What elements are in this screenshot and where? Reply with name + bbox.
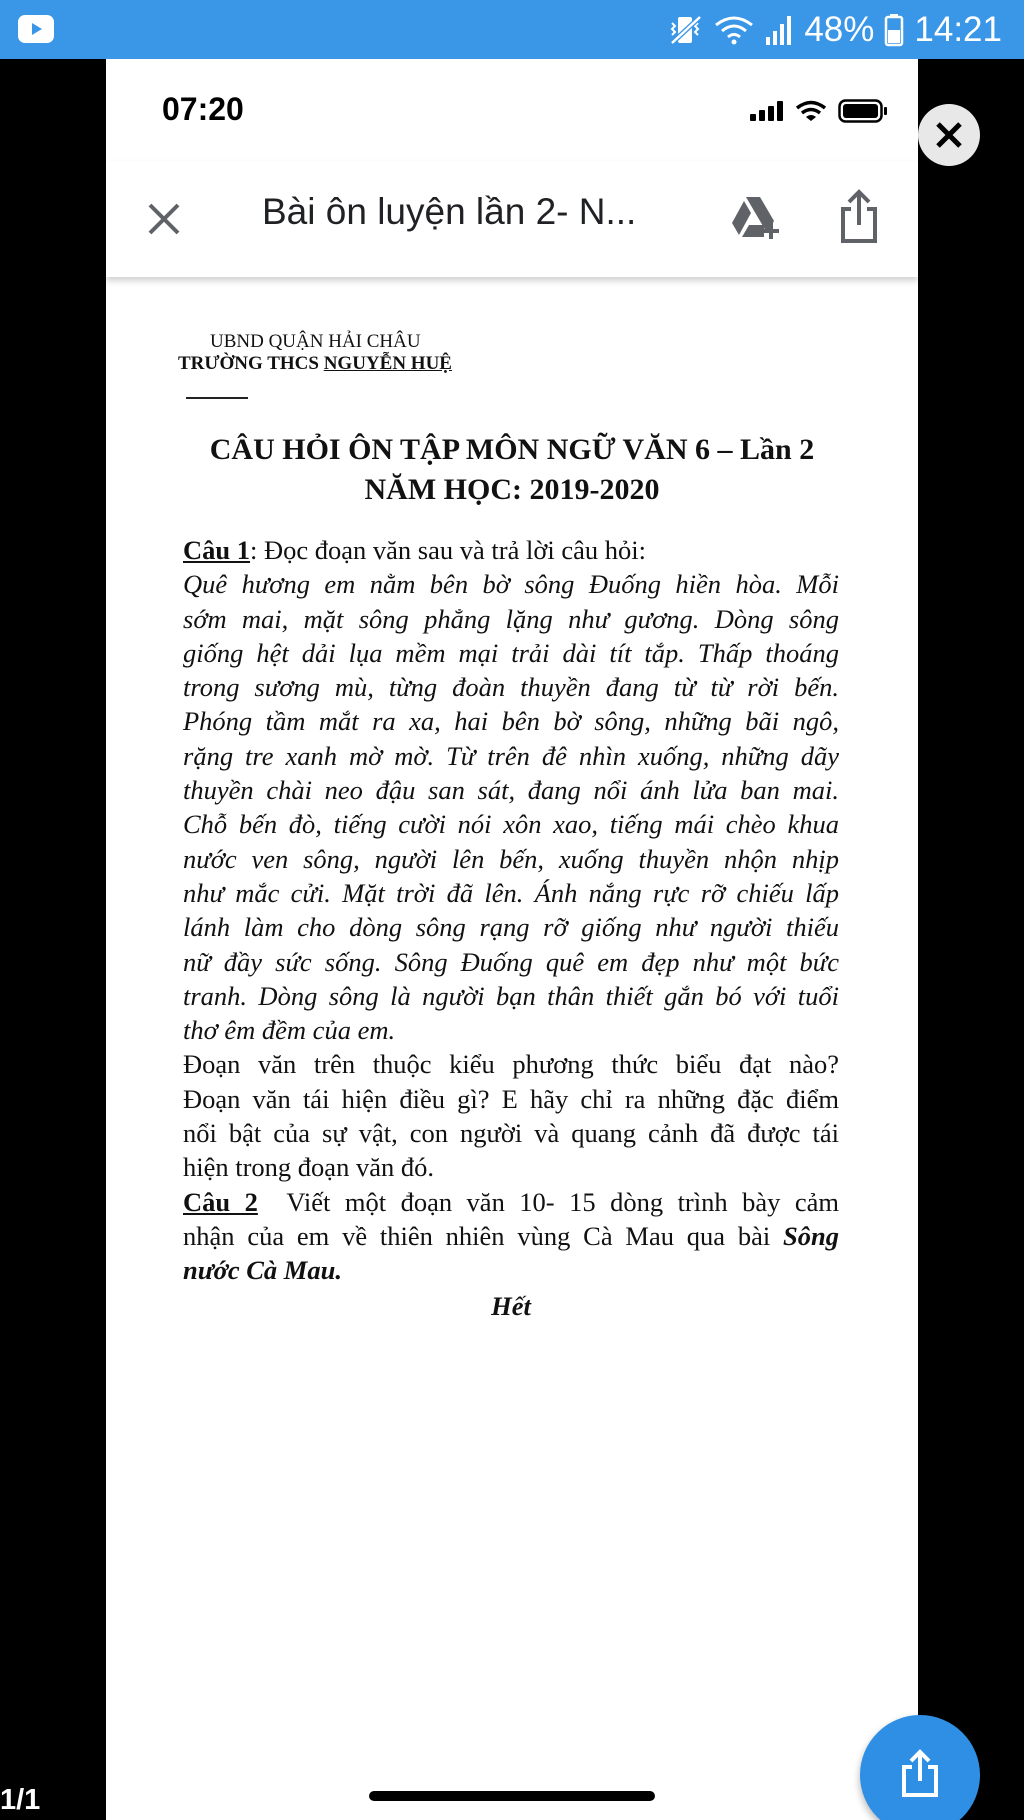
- document-title: Bài ôn luyện lần 2- N...: [262, 191, 637, 232]
- close-icon: [933, 119, 965, 151]
- passage-line: Phóng tầm mắt ra xa, hai bên bờ sông, những bãi ngô,: [183, 706, 839, 737]
- document-body: [183, 533, 839, 1323]
- page-counter: 1/1: [0, 1784, 41, 1816]
- wifi-icon: [796, 100, 826, 122]
- passage-line: sớm mai, mặt sông phẳng lặng như gương. Dòng sông: [183, 603, 839, 634]
- ios-status-icons: [750, 99, 888, 123]
- task-line: Đoạn văn trên thuộc kiểu phương thức biểu đạt nào?: [183, 1049, 839, 1080]
- document-heading: CÂU HỎI ÔN TẬP MÔN NGỮ VĂN 6 – Lần 2: [209, 433, 815, 466]
- vibrate-mute-icon: [668, 13, 704, 47]
- passage-line: nữ đầy sức sống. Sông Đuống quê em đẹp như một bức: [183, 946, 839, 977]
- task-line: hiện trong đoạn văn đó.: [183, 1152, 434, 1183]
- question-1-prompt: [183, 533, 839, 567]
- home-indicator: [369, 1791, 655, 1801]
- org-name: UBND QUẬN HẢI CHÂU: [210, 331, 421, 352]
- app-header: [106, 161, 918, 277]
- passage-line: thuyền chài neo đậu san sát, đang nổi ánh lửa ban mai.: [183, 775, 839, 806]
- school-name-prefix: TRƯỜNG THCS: [178, 353, 324, 374]
- ios-clock: 07:20: [162, 91, 244, 127]
- youtube-icon: [18, 15, 54, 43]
- battery-icon: [884, 13, 904, 47]
- task-line: nổi bật của sự vật, con người và quang cảnh đã được tái: [183, 1118, 839, 1149]
- close-viewer-button[interactable]: [918, 104, 980, 166]
- passage-line: lánh làm cho dòng sông rạng rỡ giống như người thiếu: [183, 912, 839, 943]
- passage-line: trong sương mù, từng đoàn thuyền đang từ từ rời bến.: [183, 672, 839, 703]
- question-2: [183, 1185, 839, 1288]
- close-icon[interactable]: [146, 201, 182, 237]
- question-2-text: nhận của em về thiên nhiên vùng Cà Mau qua bài: [183, 1220, 784, 1251]
- question-1-tasks: [183, 1047, 839, 1184]
- question-2-work-title: Sông: [783, 1220, 839, 1251]
- passage-line: tranh. Dòng sông là người bạn thân thiết gắn bó với tuổi: [183, 980, 839, 1011]
- document-subheading: NĂM HỌC: 2019-2020: [364, 473, 660, 506]
- wifi-icon: [714, 13, 754, 47]
- signal-icon: [750, 101, 784, 121]
- document-viewer-screenshot: [106, 59, 918, 1820]
- android-status-icons: [668, 10, 1002, 50]
- ios-status-bar: [106, 59, 918, 161]
- android-clock: 14:21: [914, 10, 1002, 49]
- passage-line: giống hệt dải lụa mềm mại trải dài tít tắp. Thấp thoáng: [183, 637, 839, 668]
- passage-line: như mắc cửi. Mặt trời đã lên. Ánh nắng rực rỡ chiếu lấp: [183, 877, 839, 908]
- question-1-text: : Đọc đoạn văn sau và trả lời câu hỏi:: [250, 535, 646, 565]
- battery-percent: 48%: [804, 10, 875, 49]
- add-to-drive-icon[interactable]: [730, 195, 782, 241]
- school-name-suffix: NGUYỄN HUỆ: [323, 353, 452, 374]
- question-2-line: [183, 1185, 839, 1219]
- passage: [183, 567, 839, 1047]
- question-2-line: [183, 1219, 839, 1253]
- passage-line: nước ven sông, người lên bến, xuống thuyền nhộn nhịp: [183, 843, 839, 874]
- signal-icon: [764, 13, 794, 47]
- task-line: Đoạn văn tái hiện điều gì? E hãy chỉ ra những đặc điểm: [183, 1083, 839, 1114]
- battery-icon: [838, 99, 888, 123]
- question-2-text: Viết một đoạn văn 10- 15 dòng trình bày cảm: [257, 1186, 839, 1217]
- share-icon[interactable]: [838, 189, 880, 243]
- school-name: [178, 353, 452, 375]
- passage-line: thơ êm đềm của em.: [183, 1015, 396, 1046]
- android-status-bar: [0, 0, 1024, 59]
- question-2-label: Câu 2: [183, 1186, 258, 1217]
- share-fab[interactable]: [860, 1715, 980, 1820]
- end-marker: Hết: [491, 1290, 531, 1321]
- share-icon: [900, 1749, 940, 1799]
- divider: [186, 397, 248, 399]
- passage-line: rặng tre xanh mờ mờ. Từ trên đê nhìn xuống, những dãy: [183, 740, 839, 771]
- question-1-label: Câu 1: [183, 535, 251, 565]
- passage-line: Chỗ bến đò, tiếng cười nói xôn xao, tiếng mái chèo khua: [183, 809, 839, 840]
- passage-line: Quê hương em nằm bên bờ sông Đuống hiền hòa. Mỗi: [183, 569, 839, 600]
- question-2-work-title: nước Cà Mau.: [183, 1255, 342, 1286]
